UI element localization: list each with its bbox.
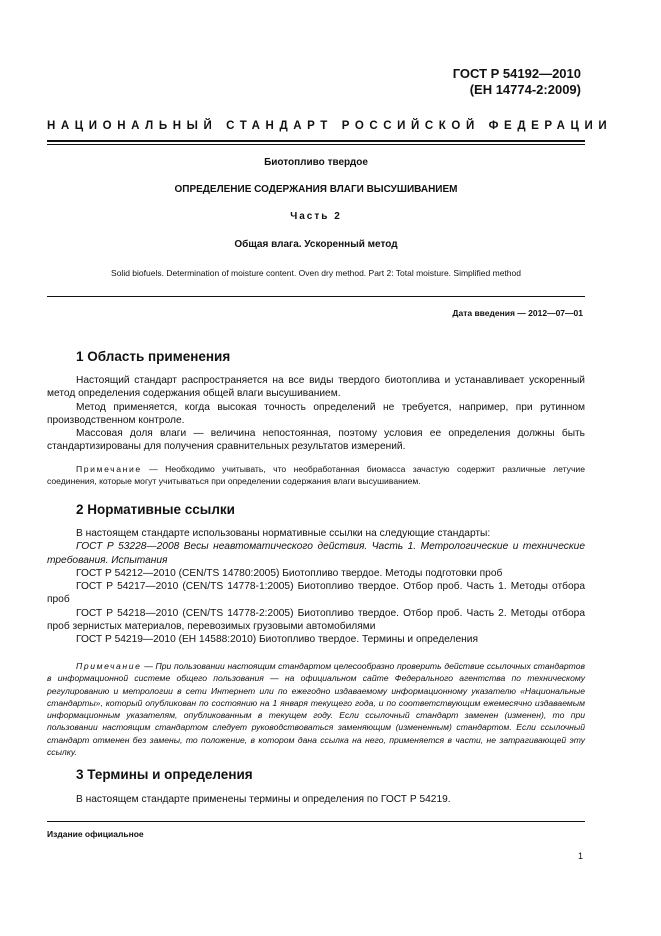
section-3-paragraph: В настоящем стандарте применены термины и определения по ГОСТ Р 54219. (76, 794, 451, 805)
footer-rule (47, 821, 585, 822)
section-1-note (47, 463, 585, 488)
reference-item: ГОСТ Р 54218—2010 (CEN/TS 14778-2:2005) Биотопливо твердое. Отбор проб. Часть 2. Методы отбора проб зернистых материалов, перевозимых грузовыми автомобилями (47, 607, 585, 633)
title-subtitle: Общая влага. Ускоренный метод (234, 239, 398, 250)
section-2-body (47, 527, 585, 647)
section-3-heading: 3 Термины и определения (76, 767, 253, 782)
section-1-paragraph: Массовая доля влаги — величина непостоянная, поэтому условия ее определения должны быть стандартизированы для получения сравнительных результатов измерений. (47, 428, 585, 453)
reference-item: ГОСТ Р 54219—2010 (ЕН 14588:2010) Биотопливо твердое. Термины и определения (76, 634, 478, 646)
reference-item: ГОСТ Р 54217—2010 (CEN/TS 14778-1:2005) Биотопливо твердое. Отбор проб. Часть 1. Методы отбора проб (47, 581, 585, 606)
title-line-1: Биотопливо твердое (264, 157, 368, 168)
section-2-heading: 2 Нормативные ссылки (76, 502, 235, 517)
title-english: Solid biofuels. Determination of moisture content. Oven dry method. Part 2: Total moisture. Simplified method (111, 268, 521, 278)
note-label: Примечание (76, 661, 142, 671)
note-label: Примечание (76, 464, 142, 474)
section-1-body (47, 374, 585, 454)
section-3-body (47, 793, 585, 806)
section-1-heading: 1 Область применения (76, 349, 231, 364)
title-part: Часть 2 (290, 211, 342, 222)
note-text: — При пользовании настоящим стандартом целесообразно проверить действие ссылочных стандартов в информационной системе общего пользования — на официальном сайте Федерального агентства по техническому регулированию и метрологии в сети Интернет или по ежегодно издаваемому информационному указателю «Национальные стандарты», который опубликован по состоянию на 1 января текущего года, и по соответствующим ежемесячно издаваемым информационным указателям, опубликованным в текущем году. Если ссылочный стандарт заменен (изменен), то при пользовании настоящим стандартом следует руководствоваться заменяющим (измененным) стандартом. Если ссылочный стандарт отменен без замены, то положение, в котором дана ссылка на него, применяется в части, не затрагивающей эту ссылку. (47, 661, 585, 758)
section-1-paragraph: Настоящий стандарт распространяется на все виды твердого биотоплива и устанавливает ускоренный метод определения содержания общей влаги высушиванием. (47, 375, 585, 400)
reference-item: ГОСТ Р 53228—2008 Весы неавтоматического действия. Часть 1. Метрологические и технические требования. Испытания (47, 541, 585, 566)
title-rule (47, 296, 585, 297)
standard-code: ГОСТ Р 54192—2010 (452, 66, 581, 81)
national-standard-banner: НАЦИОНАЛЬНЫЙ СТАНДАРТ РОССИЙСКОЙ ФЕДЕРАЦИИ (47, 120, 613, 132)
standard-code-en: (ЕН 14774-2:2009) (469, 82, 581, 97)
introduction-date: Дата введения — 2012—07—01 (452, 308, 583, 318)
section-1-paragraph: Метод применяется, когда высокая точность определений не требуется, например, при рутинном производственном контроле. (47, 401, 585, 426)
page-number: 1 (577, 851, 583, 861)
title-line-2: ОПРЕДЕЛЕНИЕ СОДЕРЖАНИЯ ВЛАГИ ВЫСУШИВАНИЕМ (174, 184, 458, 195)
note-text: — Необходимо учитывать, что необработанная биомасса зачастую содержит различные летучие соединения, которые могут учитываться при определении содержания влаги высушиванием. (47, 464, 585, 487)
header-rule-thin (47, 144, 585, 145)
official-edition-label: Издание официальное (47, 829, 144, 839)
section-2-intro: В настоящем стандарте использованы нормативные ссылки на следующие стандарты: (76, 528, 491, 539)
reference-item: ГОСТ Р 54212—2010 (CEN/TS 14780:2005) Биотопливо твердое. Методы подготовки проб (76, 567, 503, 579)
section-2-note (47, 660, 585, 758)
header-rule-thick (47, 140, 585, 142)
